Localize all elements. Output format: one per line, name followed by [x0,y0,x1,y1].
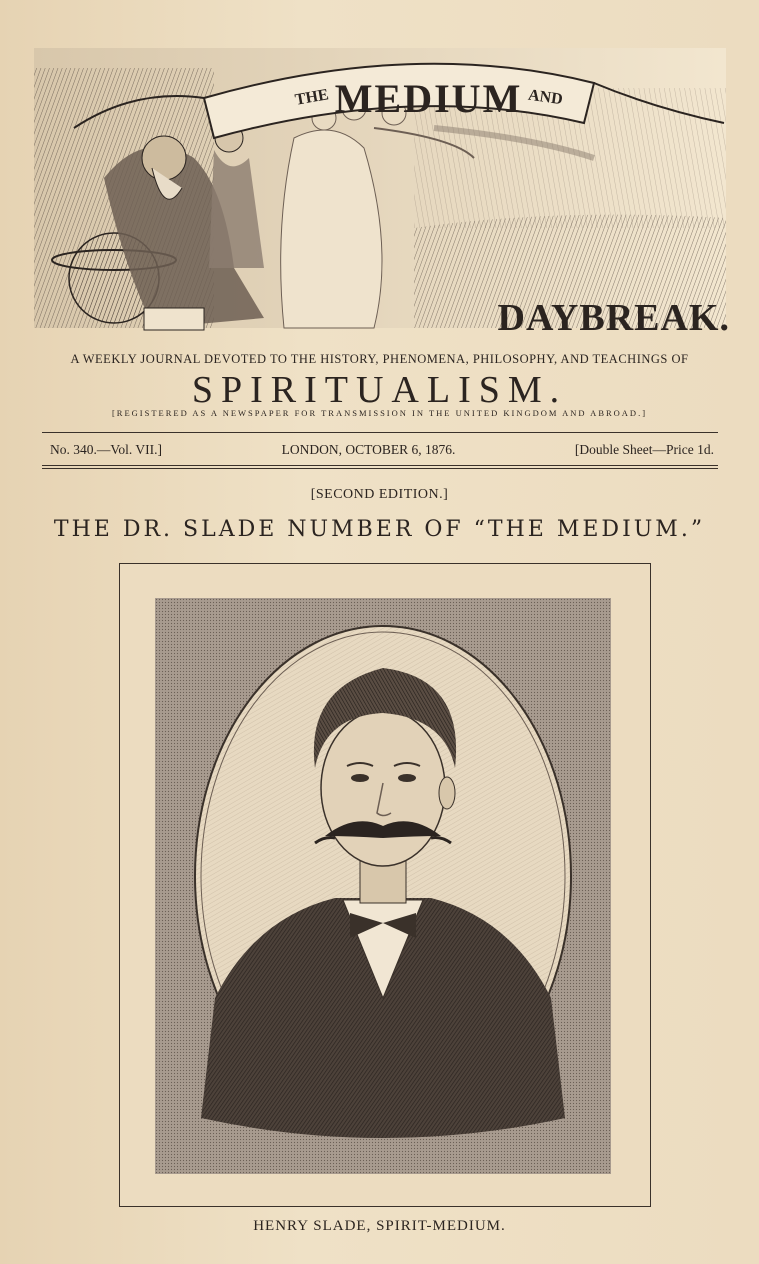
edition-label: [SECOND EDITION.] [310,487,449,502]
journal-description: A WEEKLY JOURNAL DEVOTED TO THE HISTORY, PHENOMENA, PHILOSOPHY, AND TEACHINGS OF [70,352,689,366]
issue-price: [Double Sheet—Price 1d. [574,442,714,457]
rule-top [42,432,718,433]
banner-the: THE [293,86,330,109]
rule-bottom [42,465,718,466]
masthead-daybreak: DAYBREAK. [497,297,730,339]
rule-bottom-double [42,468,718,469]
issue-number: No. 340.—Vol. VII.] [50,442,163,457]
masthead-illustration [34,28,730,346]
portrait-illustration [155,598,611,1174]
registration-note: [REGISTERED AS A NEWSPAPER FOR TRANSMISSION IN THE UNITED KINGDOM AND ABROAD.] [111,408,648,418]
banner-medium: MEDIUM [334,75,523,121]
portrait-engraving [155,598,611,1174]
issue-line [50,442,714,458]
masthead-banner [239,68,619,128]
banner-and: AND [527,86,565,109]
headline: THE DR. SLADE NUMBER OF “THE MEDIUM.” [53,517,706,542]
issue-date: LONDON, OCTOBER 6, 1876. [281,442,456,457]
portrait-caption: HENRY SLADE, SPIRIT-MEDIUM. [253,1218,506,1234]
journal-title: SPIRITUALISM. [191,369,568,411]
